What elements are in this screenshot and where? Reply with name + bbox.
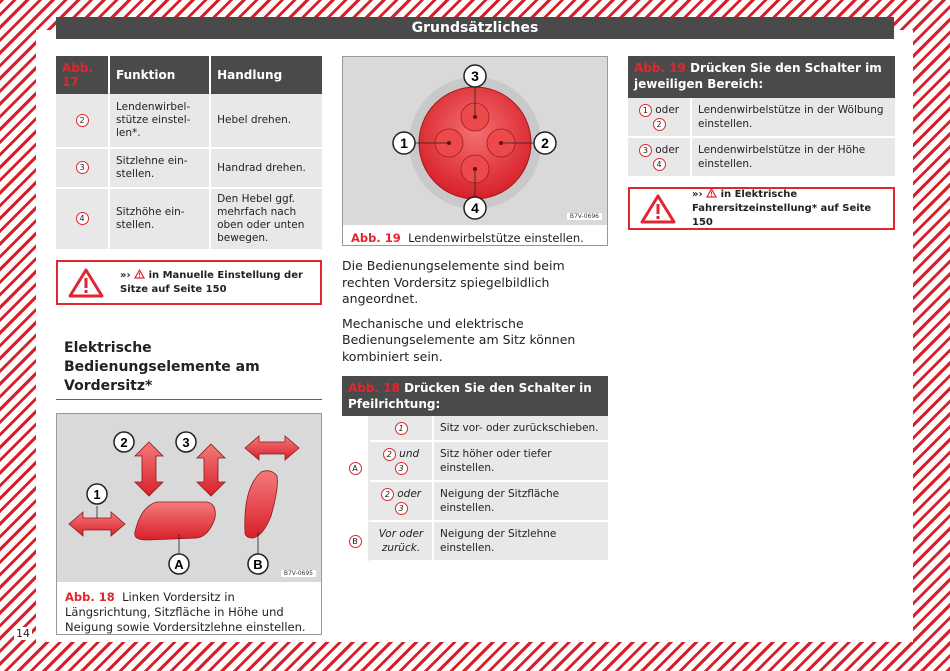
svg-text:2: 2 <box>541 135 549 151</box>
funktion-cell: Lendenwirbelstütze einstellen*. <box>110 94 211 149</box>
warning-box <box>628 187 895 230</box>
number-badge: 2 <box>383 448 396 461</box>
number-badge: 1 <box>395 422 408 435</box>
paragraph: Die Bedienungselemente sind beim rechten Vordersitz spiegelbildlich angeordnet. <box>342 258 565 306</box>
table-abb19 <box>628 56 895 178</box>
number-badge: 3 <box>395 502 408 515</box>
number-badge: 1 <box>639 104 652 117</box>
number-badge: 2 <box>76 114 89 127</box>
number-badge: 3 <box>639 144 652 157</box>
warning-triangle-icon <box>66 268 106 298</box>
column-right <box>628 56 895 230</box>
page-number: 14 <box>16 627 30 640</box>
handlung-cell: Den Hebel ggf. mehrfach nach oben oder unten bewegen. <box>211 189 322 251</box>
seat-cushion-switch <box>135 502 216 540</box>
letter-badge: B <box>349 535 362 548</box>
label-3 <box>464 65 486 87</box>
action-cell: Sitz vor- oder zurückschieben. <box>434 416 608 442</box>
table-header-abb: Abb. 17 <box>56 56 110 94</box>
svg-text:3: 3 <box>471 68 479 84</box>
label-a <box>169 554 189 574</box>
number-badge: 4 <box>76 212 89 225</box>
lumbar-switch-illustration <box>343 57 607 225</box>
table-row <box>56 94 322 149</box>
svg-text:2: 2 <box>120 435 128 450</box>
svg-text:A: A <box>174 557 184 572</box>
figure-code: B7V-0696 <box>567 213 602 220</box>
table-abb17 <box>56 56 322 251</box>
table-row <box>342 416 608 442</box>
label-4 <box>464 197 486 219</box>
svg-text:1: 1 <box>93 487 101 502</box>
figure-18 <box>56 413 322 635</box>
horizontal-arrow-icon <box>245 436 299 460</box>
number-badge: 4 <box>653 158 666 171</box>
table-row: 3 oder 4 Lendenwirbelstütze in der Höhe einstellen. <box>628 138 895 178</box>
number-badge: 2 <box>653 118 666 131</box>
number-badge: 3 <box>395 462 408 475</box>
table-row <box>56 149 322 189</box>
funktion-cell: Sitzhöhe einstellen. <box>110 189 211 251</box>
table-row <box>56 189 322 251</box>
warning-triangle-icon <box>638 194 678 224</box>
letter-badge: A <box>349 462 362 475</box>
svg-text:3: 3 <box>182 435 190 450</box>
svg-text:1: 1 <box>400 135 408 151</box>
section-title: Elektrische Bedienungselemente am Vordersitz* <box>56 339 322 400</box>
label-2 <box>114 432 134 452</box>
paragraph: Mechanische und elektrische Bedienungselemente am Sitz können kombiniert sein. <box>342 315 576 364</box>
figure-18-image <box>57 414 321 582</box>
label-2 <box>534 132 556 154</box>
table-row: 1 oder 2 Lendenwirbelstütze in der Wölbung einstellen. <box>628 98 895 138</box>
warning-link[interactable]: »› in Elektrische Fahrersitzeinstellung* auf Seite 150 <box>692 188 872 228</box>
table-header-handlung: Handlung <box>211 56 322 94</box>
handlung-cell: Hebel drehen. <box>211 94 322 149</box>
handlung-cell: Handrad drehen. <box>211 149 322 189</box>
warning-box <box>56 260 322 305</box>
column-left <box>56 56 322 635</box>
seat-controls-illustration <box>57 414 321 582</box>
warning-small-icon <box>134 269 145 279</box>
figure-caption: Abb. 18 Linken Vordersitz in Längsrichtung, Sitzfläche in Höhe und Neigung sowie Vordersitzlehne einstellen. <box>57 582 321 634</box>
table-row: 2 oder 3 Neigung der Sitzfläche einstellen. <box>342 482 608 522</box>
action-cell: Lendenwirbelstütze in der Höhe einstellen. <box>692 138 895 178</box>
label-3 <box>176 432 196 452</box>
action-cell: Lendenwirbelstütze in der Wölbung einstellen. <box>692 98 895 138</box>
action-cell: Neigung der Sitzlehne einstellen. <box>434 522 608 562</box>
label-1 <box>393 132 415 154</box>
funktion-cell: Sitzlehne einstellen. <box>110 149 211 189</box>
key-cell: Vor oder zurück. <box>370 522 434 562</box>
table-abb18 <box>342 376 608 562</box>
number-badge: 3 <box>76 161 89 174</box>
column-middle <box>342 56 608 562</box>
backrest-switch <box>245 471 278 538</box>
table-title: Abb. 19 Drücken Sie den Schalter im jeweiligen Bereich: <box>628 56 895 98</box>
svg-text:B: B <box>253 557 263 572</box>
figure-caption: Abb. 19 Lendenwirbelstütze einstellen. <box>343 225 607 245</box>
table-row <box>342 522 608 562</box>
number-badge: 2 <box>381 488 394 501</box>
svg-text:4: 4 <box>471 200 479 216</box>
figure-19-image <box>343 57 607 225</box>
page-header: Grundsätzliches <box>56 17 894 39</box>
action-cell: Sitz höher oder tiefer einstellen. <box>434 442 608 482</box>
table-header-funktion: Funktion <box>110 56 211 94</box>
label-b <box>248 554 268 574</box>
vertical-arrow-icon <box>135 442 163 496</box>
table-row: 2 und 3 Sitz höher oder tiefer einstellen. <box>342 442 608 482</box>
figure-19 <box>342 56 608 246</box>
vertical-arrow-icon <box>197 444 225 496</box>
warning-link[interactable]: »› in Manuelle Einstellung der Sitze auf Seite 150 <box>120 269 303 295</box>
table-title: Abb. 18 Drücken Sie den Schalter in Pfeilrichtung: <box>342 376 608 416</box>
label-1 <box>87 484 107 504</box>
warning-small-icon <box>706 188 717 198</box>
figure-code: B7V-0695 <box>281 570 316 577</box>
action-cell: Neigung der Sitzfläche einstellen. <box>434 482 608 522</box>
